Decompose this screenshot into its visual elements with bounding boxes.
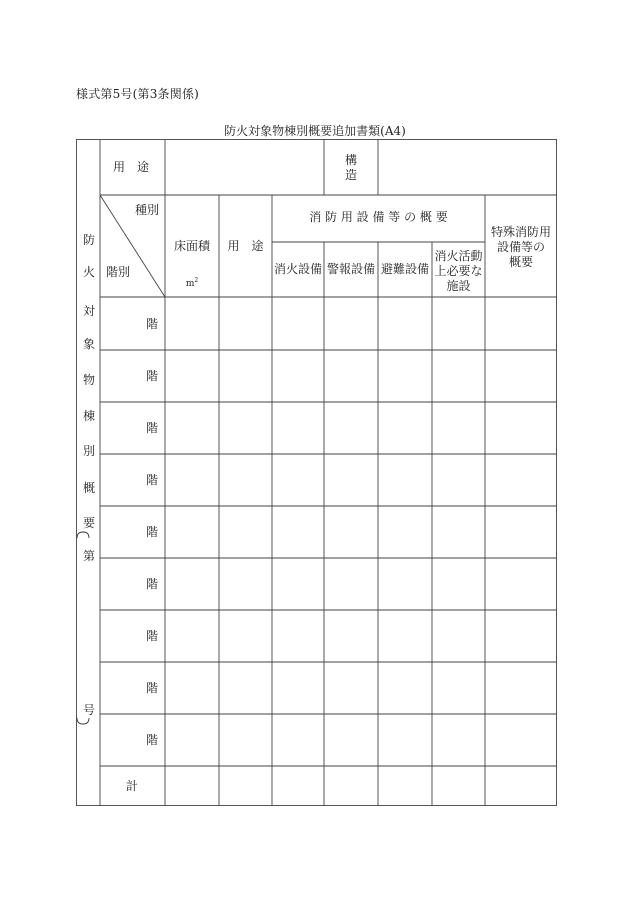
header-fire-activity: 消火活動 上必要な 施設 bbox=[434, 249, 483, 293]
bracket-close-icon bbox=[76, 717, 90, 725]
floor-row-label: 階 bbox=[146, 421, 159, 435]
header-youto-label: 用 途 bbox=[113, 160, 150, 174]
form-title: 防火対象物棟別概要追加書類(A4) bbox=[224, 124, 406, 138]
header-special-equipment: 特殊消防用 設備等の 概要 bbox=[490, 225, 551, 269]
header-alarm: 警報設備 bbox=[326, 262, 375, 276]
side-title-char: 象 bbox=[82, 337, 95, 351]
form-number-label: 様式第5号(第3条関係) bbox=[76, 87, 200, 101]
floor-row-label: 階 bbox=[146, 473, 159, 487]
side-title-char: 対 bbox=[82, 304, 95, 318]
floor-row-label: 階 bbox=[146, 629, 159, 643]
header-floor-area-unit: $m^2$ bbox=[185, 277, 199, 289]
floor-row-label: 階 bbox=[146, 317, 159, 331]
header-kaibetsu: 階別 bbox=[106, 265, 131, 279]
floor-row-label: 階 bbox=[146, 369, 159, 383]
side-title-go: 号 bbox=[82, 703, 95, 717]
header-usage-col: 用 途 bbox=[227, 239, 264, 253]
side-title-char: 棟 bbox=[82, 409, 95, 423]
header-shubetsu: 種別 bbox=[135, 203, 160, 217]
side-title-char: 要 bbox=[82, 516, 95, 530]
header-evacuation: 避難設備 bbox=[380, 262, 429, 276]
side-title-char: 物 bbox=[82, 373, 95, 387]
floor-row-label: 階 bbox=[146, 577, 159, 591]
total-row-label: 計 bbox=[126, 779, 139, 793]
side-title-char: 概 bbox=[82, 481, 95, 495]
header-floor-area: 床面積 bbox=[173, 239, 210, 253]
side-title-char: 別 bbox=[82, 444, 95, 458]
floor-row-label: 階 bbox=[146, 525, 159, 539]
floor-row-label: 階 bbox=[146, 681, 159, 695]
side-title-dai: 第 bbox=[82, 549, 95, 563]
side-title-char: 防 bbox=[82, 233, 95, 247]
floor-row-label: 階 bbox=[146, 733, 159, 747]
header-equipment-group: 消 防 用 設 備 等 の 概 要 bbox=[309, 210, 448, 224]
header-kouzou-label: 構 造 bbox=[344, 153, 357, 182]
bracket-open-icon bbox=[76, 531, 90, 539]
side-title-char: 火 bbox=[82, 265, 95, 279]
overview-table bbox=[76, 139, 557, 806]
header-extinguishing: 消火設備 bbox=[273, 262, 322, 276]
